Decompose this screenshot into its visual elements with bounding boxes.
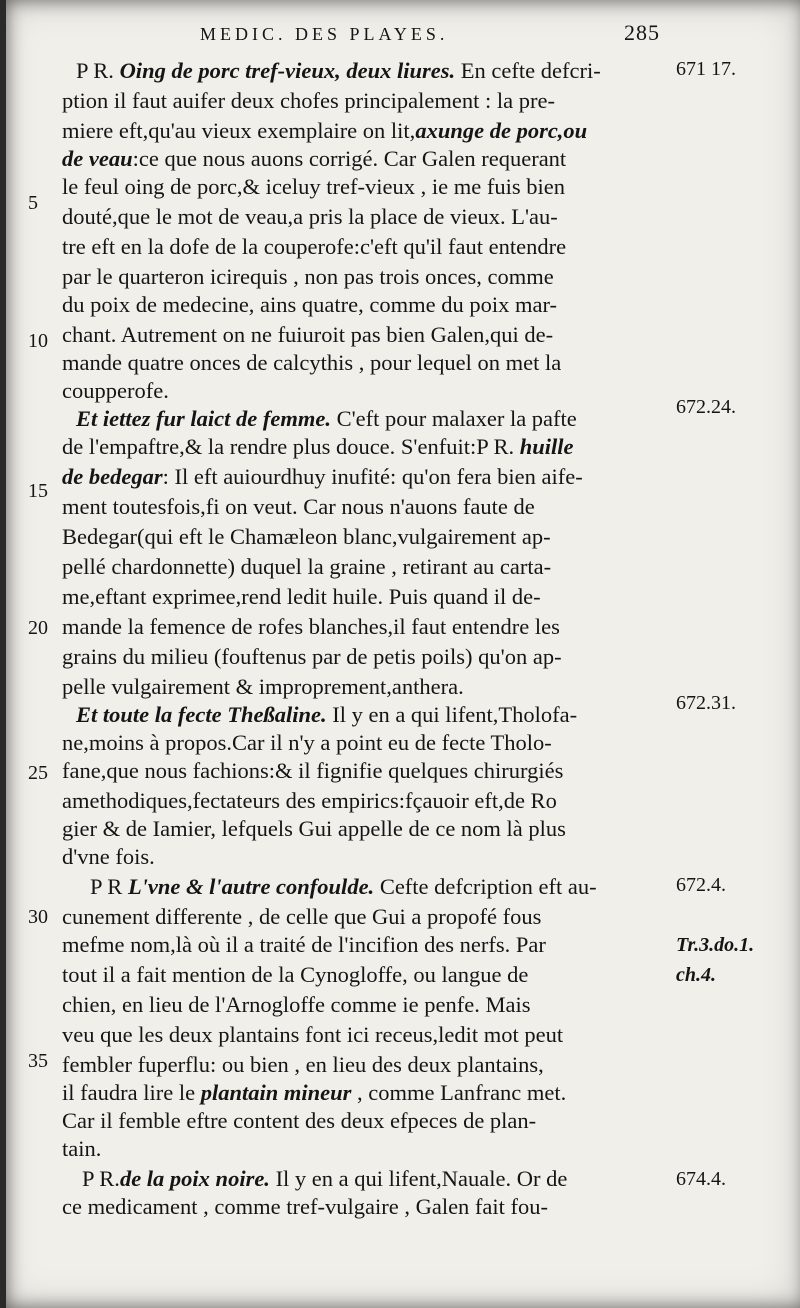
text-line [62, 462, 662, 492]
text-segment: En cefte defcri- [455, 58, 601, 83]
text-line [62, 522, 662, 552]
italic-segment: huille [519, 434, 574, 459]
text-line [62, 1164, 682, 1194]
text-line [62, 1192, 662, 1222]
text-line [62, 814, 662, 844]
text-line [62, 756, 662, 786]
text-segment: il faudra lire le [62, 1080, 201, 1105]
text-line [62, 290, 662, 320]
text-segment: amethodiques,fectateurs des empirics:fçauoir eft,de Ro [62, 788, 557, 813]
text-segment: C'eft pour malaxer la pafte [330, 406, 577, 431]
text-segment: mande la femence de rofes blanches,il faut entendre les [62, 614, 560, 639]
text-segment: pelle vulgairement & improprement,anthera. [62, 674, 464, 699]
line-number-30: 30 [28, 906, 48, 928]
italic-segment: de veau [62, 146, 133, 171]
text-line [62, 1050, 662, 1080]
text-segment: le feul oing de porc,& iceluy tref-vieux , ie me fuis bien [62, 174, 565, 199]
text-line [62, 872, 690, 902]
line-number-35: 35 [28, 1050, 48, 1072]
italic-segment: de la poix noire. [119, 1166, 270, 1191]
text-line [62, 842, 662, 872]
text-segment: Il y en a qui lifent,Tholofa- [326, 702, 578, 727]
text-segment: veu que les deux plantains font ici receus,ledit mot peut [62, 1022, 564, 1047]
text-segment: P R. [82, 1166, 120, 1191]
text-segment: ment toutesfois,fi on veut. Car nous n'auons faute de [62, 494, 535, 519]
text-segment: du poix de medecine, ains quatre, comme du poix mar- [62, 292, 558, 317]
text-line [62, 672, 662, 702]
text-line [62, 642, 662, 672]
text-segment: par le quarteron icirequis , non pas trois onces, comme [62, 264, 554, 289]
text-segment: mande quatre onces de calcythis , pour lequel on met la [62, 350, 562, 375]
text-line [62, 1078, 662, 1108]
italic-segment: de bedegar [62, 464, 163, 489]
text-line [62, 1134, 662, 1164]
italic-segment: L'vne & l'autre confoulde. [127, 874, 375, 899]
text-line [62, 552, 662, 582]
italic-segment: plantain mineur [200, 1080, 352, 1105]
page-header [200, 18, 660, 48]
text-segment: douté,que le mot de veau,a pris la place de vieux. L'au- [62, 204, 558, 229]
text-segment: me,eftant exprimee,rend ledit huile. Puis quand il de- [62, 584, 541, 609]
text-segment: chant. Autrement on ne fuiuroit pas bien Galen,qui de- [62, 322, 554, 347]
text-line [62, 56, 676, 86]
text-line [62, 1020, 662, 1050]
text-line [62, 700, 676, 730]
margin-ref-674-4: 674.4. [676, 1168, 726, 1190]
text-line [62, 86, 662, 116]
text-segment: pellé chardonnette) duquel la graine , retirant au carta- [62, 554, 552, 579]
text-line [62, 930, 662, 960]
text-segment: Il y en a qui lifent,Nauale. Or de [269, 1166, 568, 1191]
text-line [62, 582, 662, 612]
text-line [62, 116, 662, 146]
page-number: 285 [624, 20, 660, 45]
text-line [62, 144, 662, 174]
text-line [62, 728, 662, 758]
text-segment: Car il femble eftre content des deux efpeces de plan- [62, 1108, 537, 1133]
text-line [62, 376, 662, 406]
text-segment: , comme Lanfranc met. [351, 1080, 567, 1105]
running-head: MEDIC. DES PLAYES. [200, 24, 449, 44]
text-segment: chien, en lieu de l'Arnogloffe comme ie penfe. Mais [62, 992, 531, 1017]
text-segment: :ce que nous auons corrigé. Car Galen requerant [132, 146, 567, 171]
text-line [62, 492, 662, 522]
text-line [62, 232, 662, 262]
line-number-25: 25 [28, 762, 48, 784]
text-segment: de l'empaftre,& la rendre plus douce. S'enfuit:P R. [62, 434, 520, 459]
margin-ref-672-24: 672.24. [676, 396, 736, 418]
text-segment: ce medicament , comme tref-vulgaire , Galen fait fou- [62, 1194, 549, 1219]
text-segment: miere eft,qu'au vieux exemplaire on lit, [62, 118, 416, 143]
text-segment: fane,que nous fachions:& il fignifie quelques chirurgiés [62, 758, 564, 783]
text-segment: fembler fuperflu: ou bien , en lieu des deux plantains, [62, 1052, 544, 1077]
text-line [62, 202, 662, 232]
margin-ref-671-17: 671 17. [676, 58, 736, 80]
text-line [62, 404, 676, 434]
text-line [62, 990, 662, 1020]
italic-segment: Et iettez fur laict de femme. [76, 406, 331, 431]
text-line [62, 612, 662, 642]
italic-segment: axunge de porc,ou [415, 118, 588, 143]
text-segment: tout il a fait mention de la Cynogloffe, ou langue de [62, 962, 529, 987]
text-segment: tain. [62, 1136, 102, 1161]
text-line [62, 960, 662, 990]
line-number-15: 15 [28, 480, 48, 502]
text-segment: Cefte defcription eft au- [374, 874, 597, 899]
text-line [62, 172, 662, 202]
text-segment: gier & de Iamier, lefquels Gui appelle de ce nom là plus [62, 816, 566, 841]
margin-ref-ch4: ch.4. [676, 964, 716, 986]
text-segment: coupperofe. [62, 378, 169, 403]
text-segment: tre eft en la dofe de la couperofe:c'eft qu'il faut entendre [62, 234, 567, 259]
italic-segment: Oing de porc tref-vieux, deux liures. [119, 58, 456, 83]
text-line [62, 902, 662, 932]
text-line [62, 786, 662, 816]
text-line [62, 432, 662, 462]
text-segment: grains du milieu (fouftenus par de petis poils) qu'on ap- [62, 644, 562, 669]
text-segment: d'vne fois. [62, 844, 155, 869]
line-number-10: 10 [28, 330, 48, 352]
margin-ref-672-31: 672.31. [676, 692, 736, 714]
text-line [62, 1106, 662, 1136]
text-segment: Bedegar(qui eft le Chamæleon blanc,vulgairement ap- [62, 524, 551, 549]
text-segment: P R. [76, 58, 120, 83]
margin-ref-tr3: Tr.3.do.1. [676, 934, 755, 956]
text-line [62, 262, 662, 292]
margin-ref-672-4: 672.4. [676, 874, 726, 896]
text-line [62, 348, 662, 378]
text-segment: cunement differente , de celle que Gui a propofé fous [62, 904, 542, 929]
text-segment: P R [90, 874, 128, 899]
text-segment: : Il eft auiourdhuy inufité: qu'on fera bien aife- [162, 464, 583, 489]
text-segment: mefme nom,là où il a traité de l'incifion des nerfs. Par [62, 932, 546, 957]
text-line [62, 320, 662, 350]
text-segment: ne,moins à propos.Car il n'y a point eu de fecte Tholo- [62, 730, 552, 755]
line-number-20: 20 [28, 617, 48, 639]
line-number-5: 5 [28, 192, 38, 214]
text-segment: ption il faut auifer deux chofes principalement : la pre- [62, 88, 555, 113]
page-edge-shadow [0, 0, 6, 1308]
italic-segment: Et toute la fecte Theßaline. [76, 702, 327, 727]
